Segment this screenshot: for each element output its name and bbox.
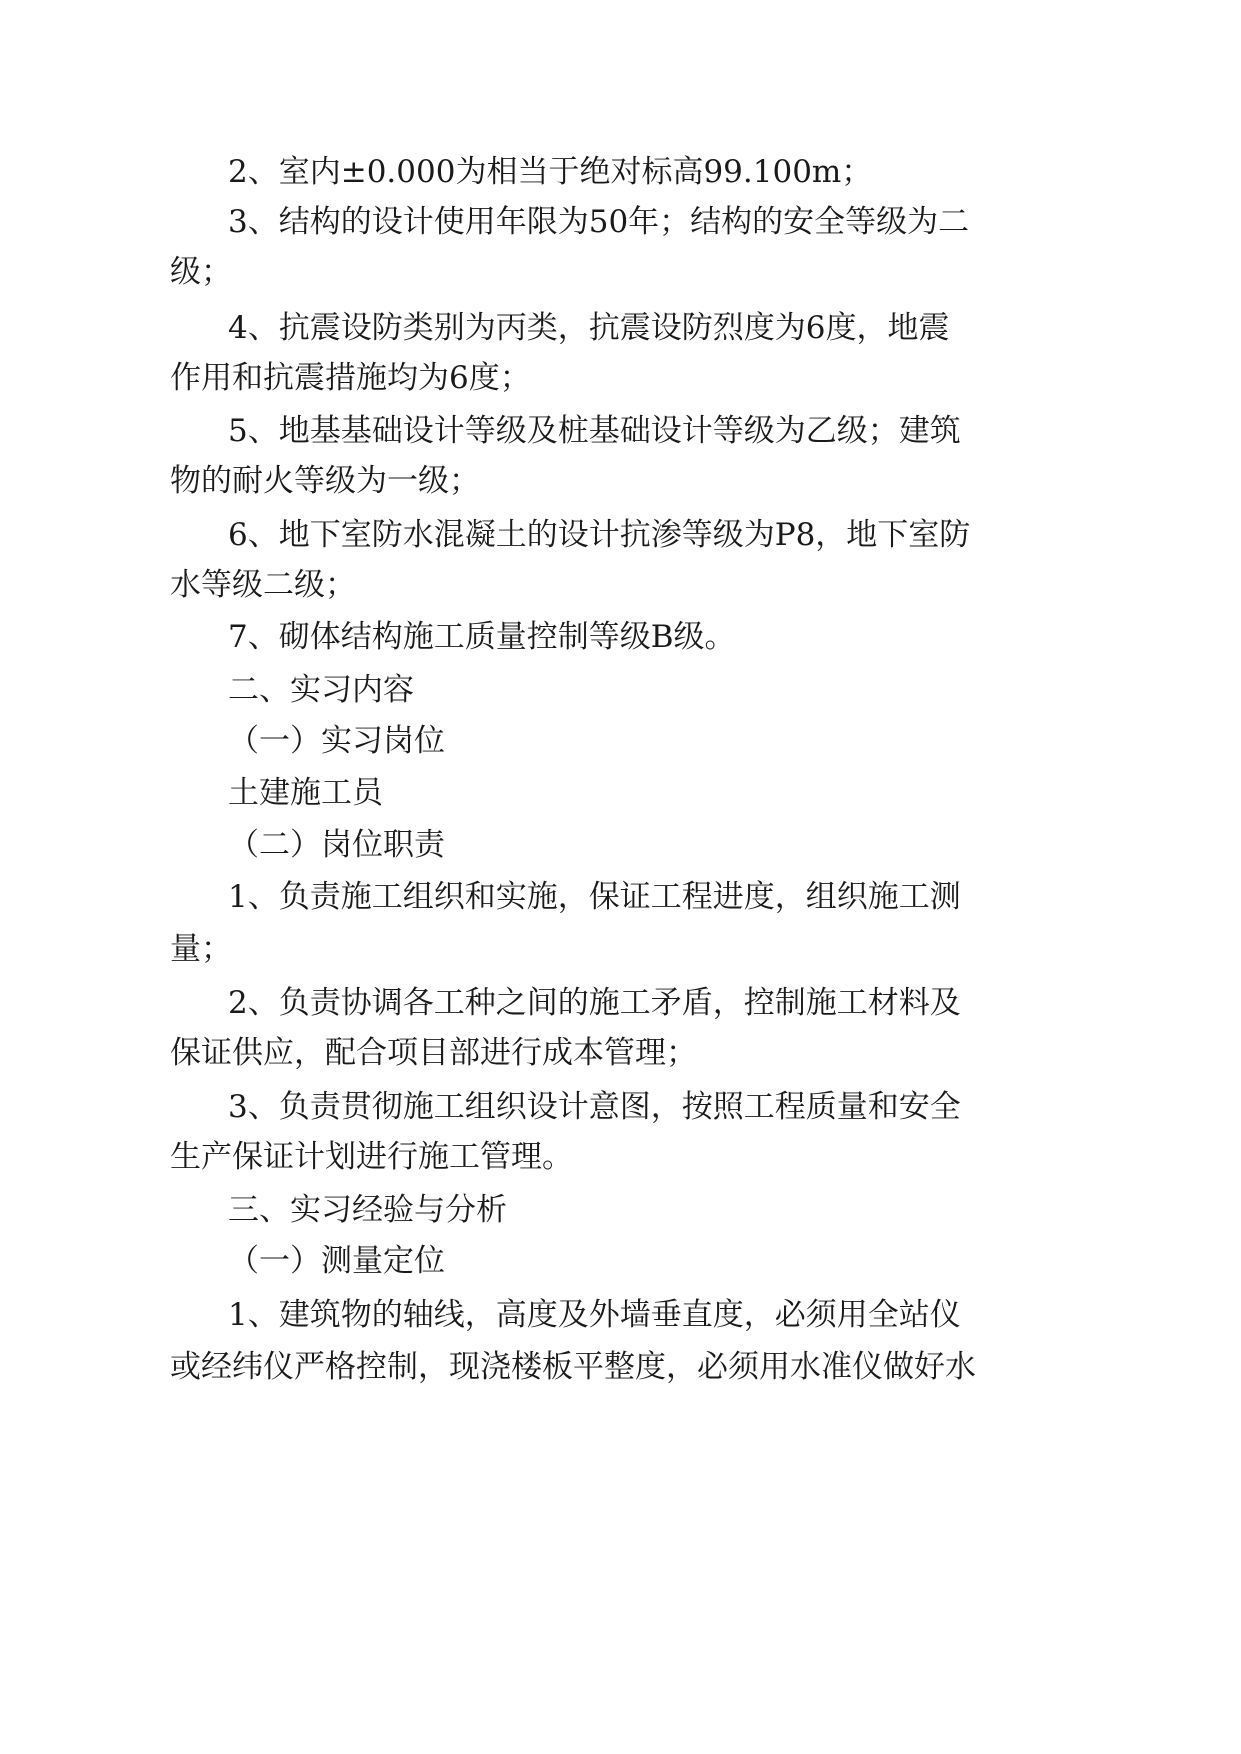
text-line: 或经纬仪严格控制，现浇楼板平整度，必须用水准仪做好水 xyxy=(170,1349,976,1385)
text-line: 1、建筑物的轴线，高度及外墙垂直度，必须用全站仪 xyxy=(228,1297,961,1333)
text-line: 1、负责施工组织和实施，保证工程进度，组织施工测 xyxy=(228,879,961,915)
text-line: 7、砌体结构施工质量控制等级B级。 xyxy=(228,619,736,655)
text-line: 保证供应，配合项目部进行成本管理； xyxy=(170,1035,697,1071)
text-line: 3、负责贯彻施工组织设计意图，按照工程质量和安全 xyxy=(228,1089,961,1125)
text-line: 4、抗震设防类别为丙类，抗震设防烈度为6度，地震 xyxy=(228,310,950,346)
text-line: 量； xyxy=(170,931,232,967)
text-line: 水等级二级； xyxy=(170,567,356,603)
text-line: 作用和抗震措施均为6度； xyxy=(170,360,531,396)
subsection-heading: （二）岗位职责 xyxy=(228,827,445,863)
text-line: 6、地下室防水混凝土的设计抗渗等级为P8，地下室防 xyxy=(228,517,971,553)
section-heading: 二、实习内容 xyxy=(228,672,414,708)
subsection-heading: （一）实习岗位 xyxy=(228,723,445,759)
text-line: 2、负责协调各工种之间的施工矛盾，控制施工材料及 xyxy=(228,985,961,1021)
text-line: 3、结构的设计使用年限为50年；结构的安全等级为二 xyxy=(228,204,970,240)
text-line: 生产保证计划进行施工管理。 xyxy=(170,1139,573,1175)
subsection-heading: （一）测量定位 xyxy=(228,1243,445,1279)
text-line: 物的耐火等级为一级； xyxy=(170,463,480,499)
text-line: 土建施工员 xyxy=(228,775,383,811)
section-heading: 三、实习经验与分析 xyxy=(228,1192,507,1228)
text-line: 5、地基基础设计等级及桩基础设计等级为乙级；建筑 xyxy=(228,413,961,449)
text-line: 级； xyxy=(170,254,232,290)
text-line: 2、室内±0.000为相当于绝对标高99.100m； xyxy=(228,154,873,190)
